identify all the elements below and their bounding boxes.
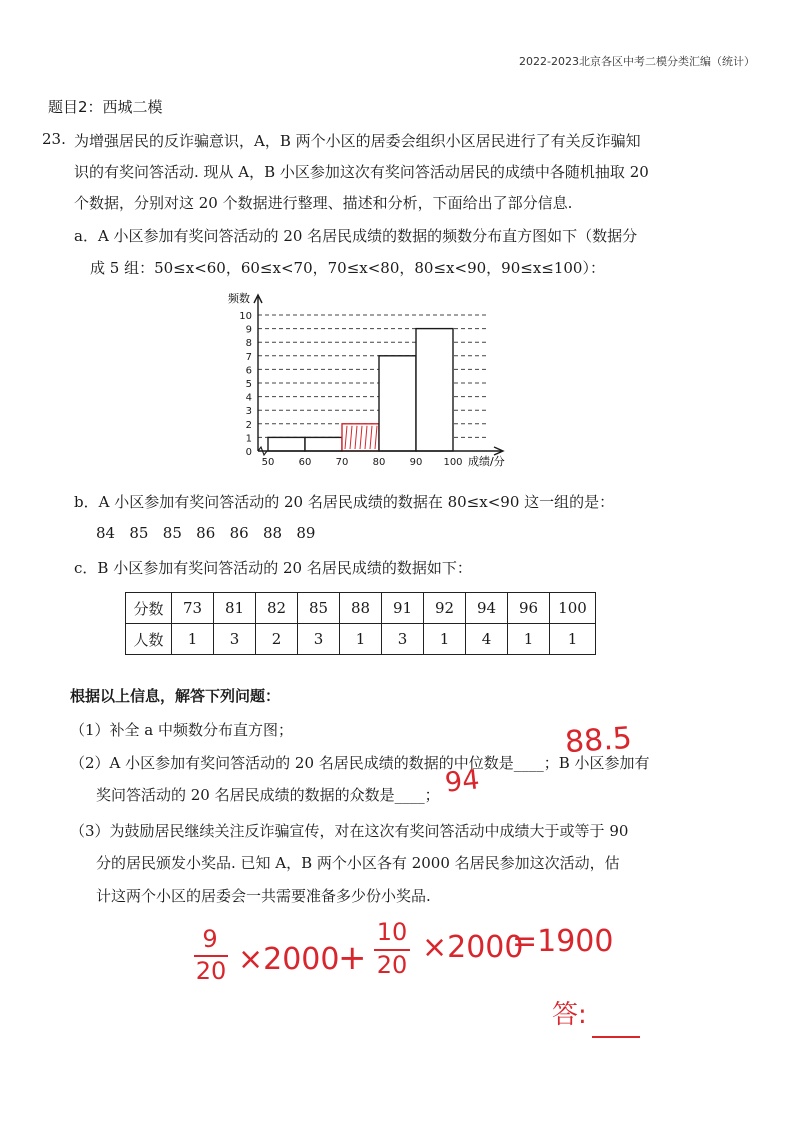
page-header: 2022-2023北京各区中考二模分类汇编（统计） xyxy=(519,55,755,68)
y-tick-label: 6 xyxy=(245,365,252,377)
table-cell: 3 xyxy=(382,624,424,655)
table-cell: 81 xyxy=(214,593,256,624)
handwritten-fraction-1-numerator: 9 xyxy=(202,925,218,953)
instruction-text: 根据以上信息，解答下列问题： xyxy=(70,687,281,705)
y-tick-label: 3 xyxy=(245,406,252,418)
part-c-text: c．B 小区参加有奖问答活动的 20 名居民成绩的数据如下： xyxy=(74,559,472,577)
table-row-label: 人数 xyxy=(126,624,172,655)
x-tick-label: 80 xyxy=(372,457,386,468)
table-cell: 1 xyxy=(172,624,214,655)
handwritten-answer-label: 答: xyxy=(552,1000,587,1030)
table-cell: 96 xyxy=(508,593,550,624)
part-a-line-2: 成 5 组：50≤x<60，60≤x<70，70≤x<80，80≤x<90，90≤x≤100）： xyxy=(90,259,605,277)
table-cell: 100 xyxy=(550,593,596,624)
table-cell: 3 xyxy=(298,624,340,655)
x-tick-label: 90 xyxy=(409,457,423,468)
handwritten-fraction-2-denominator: 20 xyxy=(376,951,408,979)
table-cell: 85 xyxy=(298,593,340,624)
table-cell: 1 xyxy=(340,624,382,655)
score-table xyxy=(125,592,596,655)
histogram-bars xyxy=(268,329,453,451)
question-2-line-2: 奖问答活动的 20 名居民成绩的数据的众数是____； xyxy=(96,786,440,804)
y-tick-label: 2 xyxy=(245,419,252,431)
part-a-line-1: a．A 小区参加有奖问答活动的 20 名居民成绩的数据的频数分布直方图如下（数据分 xyxy=(74,227,638,245)
frequency-histogram xyxy=(210,285,530,475)
question-3-line-2: 分的居民颁发小奖品. 已知 A，B 两个小区各有 2000 名居民参加这次活动，估 xyxy=(96,854,620,872)
table-cell: 1 xyxy=(508,624,550,655)
question-1: （1）补全 a 中频数分布直方图； xyxy=(70,721,294,739)
table-cell: 1 xyxy=(424,624,466,655)
table-row-label: 分数 xyxy=(126,593,172,624)
table-cell: 73 xyxy=(172,593,214,624)
histogram-bar xyxy=(305,437,342,451)
histogram-bar xyxy=(416,329,453,451)
histogram-bar xyxy=(268,437,305,451)
y-tick-label: 0 xyxy=(245,447,252,458)
handwritten-fraction-2-numerator: 10 xyxy=(376,918,408,946)
y-tick-label: 10 xyxy=(239,311,252,322)
handwritten-result: =1900 xyxy=(512,924,614,959)
table-cell: 94 xyxy=(466,593,508,624)
intro-line-3: 个数据，分别对这 20 个数据进行整理、描述和分析，下面给出了部分信息. xyxy=(74,194,573,212)
histogram-x-axis-label: 成绩/分 xyxy=(468,455,505,468)
handwritten-fraction-1-denominator: 20 xyxy=(195,957,227,985)
y-tick-label: 5 xyxy=(245,379,252,390)
handwritten-answer-line xyxy=(592,1036,640,1038)
table-row xyxy=(126,624,596,655)
question-number: 23. xyxy=(42,130,66,148)
table-cell: 82 xyxy=(256,593,298,624)
y-tick-label: 9 xyxy=(245,324,252,336)
handwritten-times-1: ×2000 xyxy=(238,942,340,977)
handwritten-plus: + xyxy=(338,938,367,978)
y-tick-label: 8 xyxy=(245,338,252,350)
y-tick-label: 1 xyxy=(245,433,252,445)
question-3-line-1: （3）为鼓励居民继续关注反诈骗宣传，对在这次有奖问答活动中成绩大于或等于 90 xyxy=(70,822,629,840)
table-cell: 92 xyxy=(424,593,466,624)
part-b-text: b．A 小区参加有奖问答活动的 20 名居民成绩的数据在 80≤x<90 这一组的是： xyxy=(74,493,615,511)
handwritten-times-2: ×2000 xyxy=(422,930,524,965)
histogram-y-axis-label: 频数 xyxy=(228,292,250,305)
question-2-line-1: （2）A 小区参加有奖问答活动的 20 名居民成绩的数据的中位数是____；B 小区参加有 xyxy=(70,754,650,772)
question-3-line-3: 计这两个小区的居委会一共需要准备多少份小奖品. xyxy=(96,887,431,905)
y-tick-label: 4 xyxy=(245,392,252,404)
table-row xyxy=(126,593,596,624)
part-b-values: 84 85 85 86 86 88 89 xyxy=(96,524,316,542)
table-cell: 88 xyxy=(340,593,382,624)
intro-line-1: 为增强居民的反诈骗意识，A，B 两个小区的居委会组织小区居民进行了有关反诈骗知 xyxy=(74,132,641,150)
x-tick-label: 50 xyxy=(261,457,275,468)
table-cell: 2 xyxy=(256,624,298,655)
handwritten-median-answer: 88.5 xyxy=(563,720,633,761)
table-cell: 3 xyxy=(214,624,256,655)
intro-line-2: 识的有奖问答活动. 现从 A，B 小区参加这次有奖问答活动居民的成绩中各随机抽取 20 xyxy=(74,163,649,181)
topic-title: 题目2：西城二模 xyxy=(48,98,163,116)
table-cell: 91 xyxy=(382,593,424,624)
x-tick-label: 60 xyxy=(298,457,312,468)
handwritten-mode-answer: 94 xyxy=(443,764,481,799)
table-cell: 4 xyxy=(466,624,508,655)
y-tick-label: 7 xyxy=(245,351,252,363)
histogram-bar xyxy=(379,356,416,451)
table-cell: 1 xyxy=(550,624,596,655)
x-tick-label: 70 xyxy=(335,457,349,468)
x-tick-label: 100 xyxy=(443,457,463,468)
